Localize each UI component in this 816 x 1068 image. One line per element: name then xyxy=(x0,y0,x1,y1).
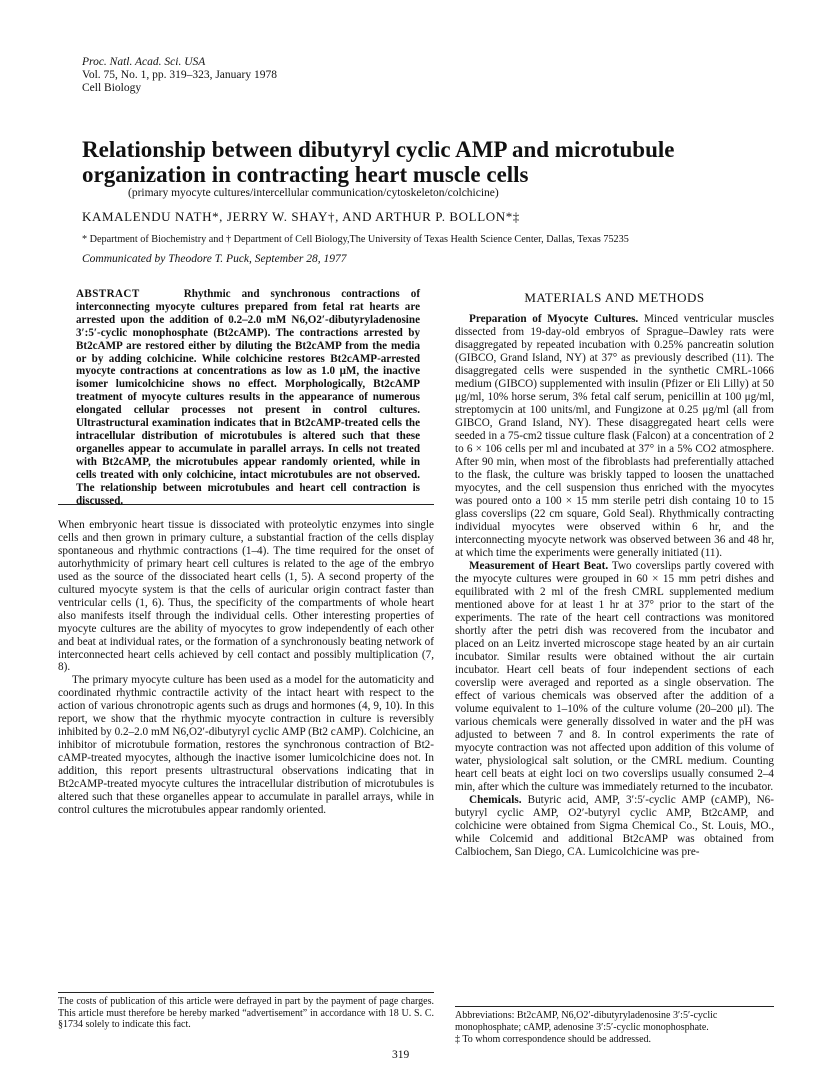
journal-header xyxy=(82,56,277,95)
prep-subheading: Preparation of Myocyte Cultures. xyxy=(469,313,639,325)
affiliation: * Department of Biochemistry and † Department of Cell Biology,The University of Texas Health Science Center, Dallas, Texas 75235 xyxy=(82,234,629,245)
methods-column xyxy=(455,313,774,859)
keywords: (primary myocyte cultures/intercellular communication/cytoskeleton/colchicine) xyxy=(128,187,499,199)
intro-paragraph-1: When embryonic heart tissue is dissociated with proteolytic enzymes into single cells and then grown in primary culture, a substantial fraction of the cells display spontaneous and rhythmic contractions (1–4). The time required for the onset of autorhythmicity of primary heart cell cultures is related to the age of the embryo used as the source of the dissociated heart cells (1, 5). A second property of the cultured myocyte system is that the cells of auricular origin contract faster than ventricular cells (1, 6). Thus, the specificity of the compartments of whole heart also manifests itself through the individual cells. Other interesting properties of myocyte cultures are the ability of myocytes to grow independently of each other and beat at individual rates, or the formation of a synchronously beating network of interconnected heart cells achieved by cell contact and possibly multiplication (7, 8). xyxy=(58,519,434,674)
beat-subheading: Measurement of Heart Beat. xyxy=(469,560,609,572)
abstract xyxy=(76,288,420,507)
journal-name: Proc. Natl. Acad. Sci. USA xyxy=(82,56,206,68)
introduction xyxy=(58,519,434,817)
methods-prep-paragraph xyxy=(455,313,774,560)
footnote-divider xyxy=(58,992,434,993)
abstract-label: ABSTRACT xyxy=(76,288,140,300)
costs-note: The costs of publication of this article were defrayed in part by the payment of page charges. This article must therefore be hereby marked “advertisement” in accordance with 18 U. S. C. §1734 solely to indicate this fact. xyxy=(58,996,434,1031)
chem-subheading: Chemicals. xyxy=(469,794,522,806)
chem-text: Butyric acid, AMP, 3′:5′-cyclic AMP (cAMP), N6-butyryl cyclic AMP, O2′-butyryl cyclic AMP, Bt2cAMP, and colchicine were obtained from Sigma Chemical Co., St. Louis, MO., while Colcemid and additional Bt2cAMP was obtained from Calbiochem, San Diego, CA. Lumicolchicine was pre- xyxy=(455,794,775,858)
methods-chem-paragraph xyxy=(455,794,774,859)
abbreviations-footnote xyxy=(455,1006,774,1045)
abbreviations: Abbreviations: Bt2cAMP, N6,O2′-dibutyryladenosine 3′:5′-cyclic monophosphate; cAMP, adenosine 3′:5′-cyclic monophosphate. xyxy=(455,1010,718,1033)
intro-paragraph-2: The primary myocyte culture has been used as a model for the automaticity and coordinated rhythmic contractile activity of the intact heart with respect to the action of various chronotropic agents such as drugs and hormones (4, 9, 10). In this report, we show that the rhythmic myocyte contraction in culture is reversibly inhibited by 0.2–2.0 mM N6,O2′-dibutyryl cyclic AMP (Bt2 cAMP). Colchicine, an inhibitor of microtubule formation, restores the synchronous contraction of Bt2-cAMP-treated myocytes, although the inactive isomer lumicolchicine does not. In addition, this report presents ultrastructural observations indicating that in Bt2cAMP-treated myocyte cultures the intracellular distribution of microtubules is altered such that these organelles appear to accumulate in parallel arrays, while in control cultures the microtubules appear randomly oriented. xyxy=(58,674,434,816)
beat-text: Two coverslips partly covered with the myocyte cultures were grouped in 60 × 15 mm petri dishes and equilibrated with 2 ml of the fresh CMRL supplemented medium mentioned above for at least 1 hr at 37° prior to the start of the experiments. The rate of the heart cell contractions was monitored shortly after the petri dish was recovered from the incubator and placed on an Leitz inverted microscope stage heated by an air curtain incubator. Similar results were obtained without the air curtain incubator. Heart cell beats of four independent sections of each coverslip were averaged and reported as a single observation. The effect of various chemicals was observed after the addition of a volume equivalent to 1–10% of the culture volume (20–200 μl). The various chemicals were generally dissolved in water and the pH was adjusted to between 7 and 8. In control experiments the rate of myocyte contraction was not affected upon addition of this volume of water, physiological salt solution, or the CMRL medium. Counting heart cell beats at eight loci on two coverslips usually consumed 2–4 min, after which the culture was immediately returned to the incubator. xyxy=(455,560,774,793)
methods-heading: MATERIALS AND METHODS xyxy=(524,290,705,305)
methods-beat-paragraph xyxy=(455,560,774,794)
article-title: Relationship between dibutyryl cyclic AMP and microtubule organization in contracting heart muscle cells xyxy=(82,137,675,187)
correspondence-note: ‡ To whom correspondence should be addressed. xyxy=(455,1033,652,1045)
journal-section: Cell Biology xyxy=(82,82,142,94)
prep-text: Minced ventricular muscles dissected from 19-day-old embryos of Sprague–Dawley rats were disaggregated by repeated incubation with 0.25% pancreatin solution (GIBCO, Grand Island, NY) at 37° as previously described (11). The disaggregated cells were suspended in the synthetic CMRL-1066 medium (GIBCO) supplemented with insulin (Pfizer or Eli Lilly) at 50 μg/ml, 10% horse serum, 3% fetal calf serum, penicillin at 100 μg/ml, streptomycin at 100 units/ml, and Fungizone at 0.25 μg/ml (all from GIBCO, Grand Island, NY). These disaggregated heart cells were seeded in a 75-cm2 tissue culture flask (Falcon) at a concentration of 2 to 6 × 106 cells per ml and incubated at 37° in a 5% CO2 atmosphere. After 90 min, when most of the fibroblasts had preferentially attached to the flask, the culture was briskly tapped to loosen the unattached myocytes, and the cell suspension thus enriched with the myocytes was poured onto a 100 × 15 mm sterile petri dish containg 10 to 15 glass coverslips (22 cm square, Gold Seal). Rhythmically contracting individual myocytes were observed within 6 hr, and the interconnecting myocyte network was observed between 36 and 48 hr, at which time the experiments were generally initiated (11). xyxy=(455,313,775,559)
abstract-text: Rhythmic and synchronous contractions of interconnecting myocyte cultures prepared from fetal rat hearts are arrested upon the addition of 0.2–2.0 mM N6,O2′-dibutyryladenosine 3′:5′-cyclic monophosphate (Bt2cAMP). The contractions arrested by Bt2cAMP are restored either by diluting the Bt2cAMP from the media or by adding colchicine. While colchicine restores Bt2cAMP-arrested myocyte contractions at concentrations as low as 1.0 μM, the inactive isomer lumicolchicine shows no effect. Morphologically, Bt2cAMP treatment of myocyte cultures results in the appearance of numerous elongated cellular processes not present in control cultures. Ultrastructural examination indicates that in Bt2cAMP-treated cells the intracellular distribution of microtubules is altered such that these organelles appear to accumulate in parallel arrays. In cells not treated with Bt2cAMP, the microtubules appear randomly oriented, while in cells treated with only colchicine, intact microtubules are not observed. The relationship between microtubules and heart cell contraction is discussed. xyxy=(76,288,421,507)
page-number: 319 xyxy=(392,1049,410,1061)
communicated-by: Communicated by Theodore T. Puck, September 28, 1977 xyxy=(82,253,347,265)
authors: KAMALENDU NATH*, JERRY W. SHAY†, AND ARTHUR P. BOLLON*‡ xyxy=(82,209,520,224)
journal-volume: Vol. 75, No. 1, pp. 319–323, January 1978 xyxy=(82,69,277,81)
